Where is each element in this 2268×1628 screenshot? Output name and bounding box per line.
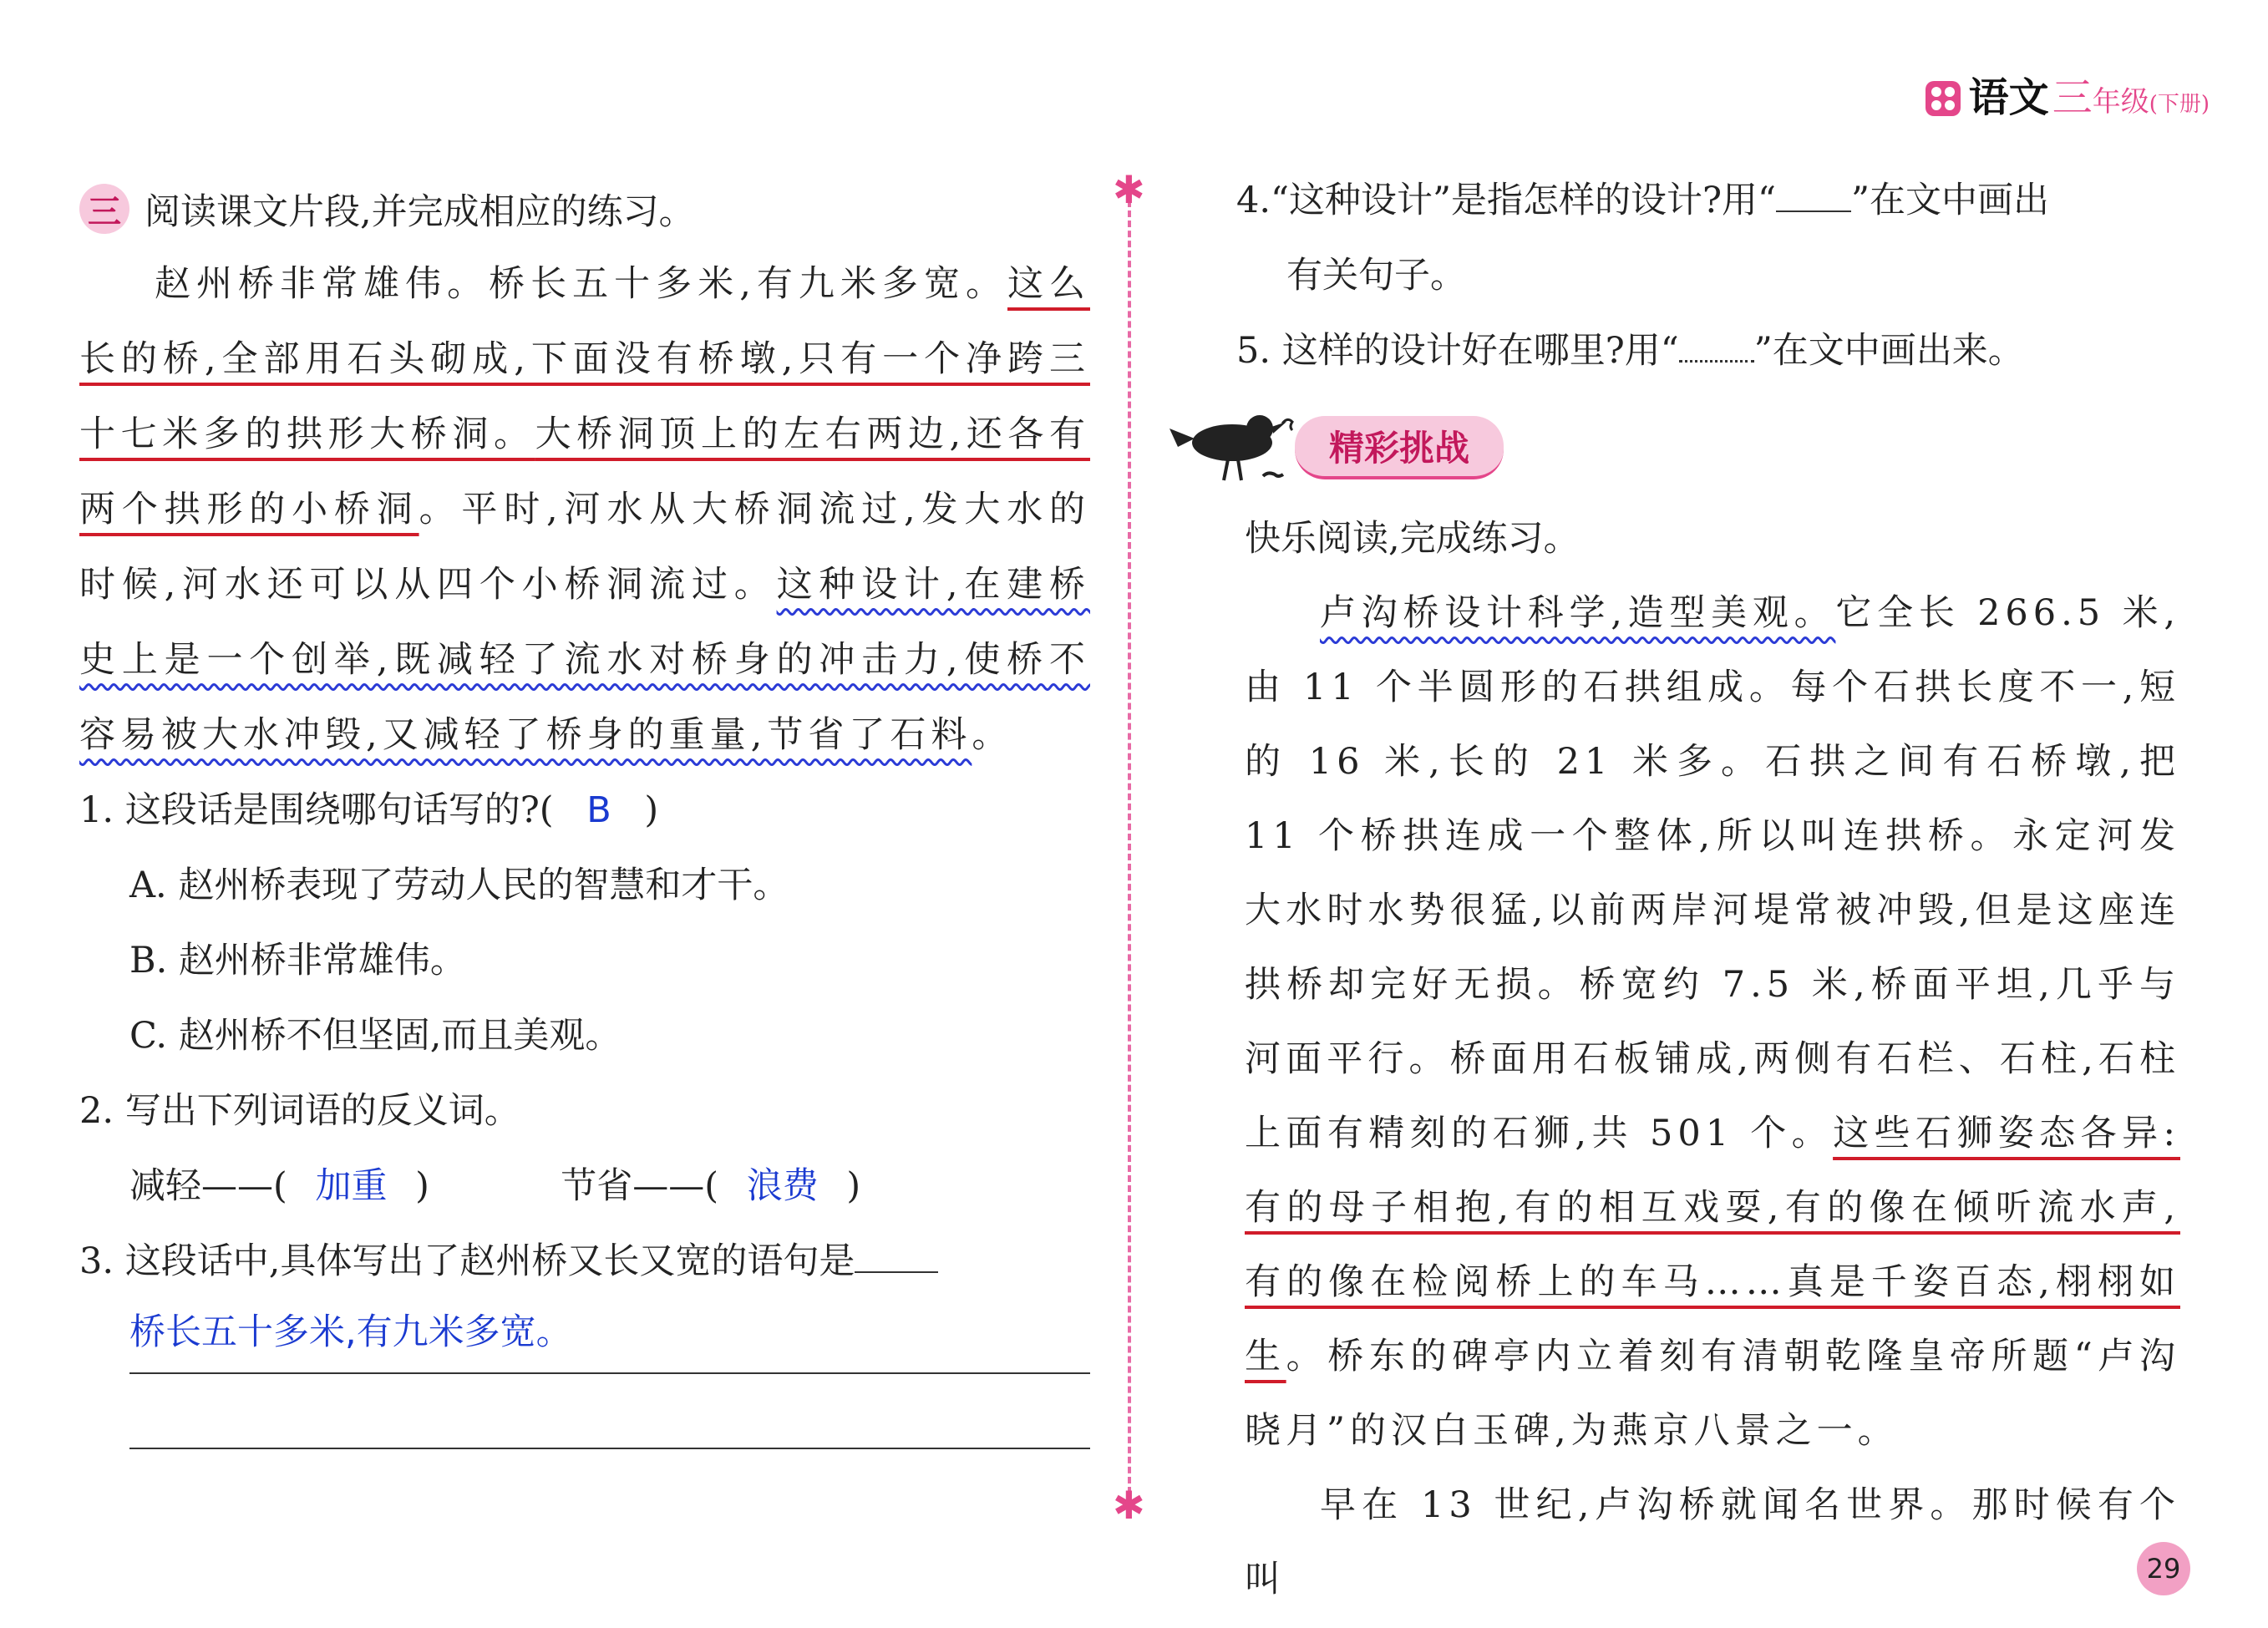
question-3 (79, 1224, 1090, 1299)
column-divider (1128, 200, 1131, 1504)
antonym-row (79, 1149, 1090, 1224)
passage-sentence: 赵州桥非常雄伟。桥长五十多米,有九米多宽。 (155, 263, 1007, 305)
right-column-questions (1236, 163, 2180, 388)
passage-sentence: 。平时,河水从大桥洞流过,发大水的时候,河水还可以从四个小桥洞流过。 (79, 489, 1091, 606)
reading-passage (1245, 501, 2180, 1617)
answer-line (129, 1299, 1090, 1374)
handwritten-answer: 浪费 (746, 1165, 819, 1207)
reading-paragraph-2 (1245, 1468, 2180, 1617)
answer-line (129, 1374, 1090, 1449)
option-c: C. 赵州桥不但坚固,而且美观。 (129, 1015, 622, 1057)
question-1 (79, 773, 1090, 848)
underlined-sentence-red: 这些石狮姿态各异:有的母子相抱,有的相互戏耍,有的像在倾听流水声,有的像在检阅桥上的车马……真是千姿百态,栩栩如生 (1245, 1113, 2180, 1377)
subject-title: 语文 (1968, 74, 2049, 121)
volume-label: (下册) (2149, 92, 2210, 117)
question-text: ”在文中画出来。 (1753, 330, 2024, 372)
book-logo-icon (1926, 81, 1961, 116)
question-text: ”在文中画出 (1851, 180, 2050, 221)
option-b: B. 赵州桥非常雄伟。 (129, 940, 466, 981)
page-header (1926, 65, 2210, 123)
handwritten-answer: 加重 (315, 1165, 388, 1207)
underlined-sentence-red: 大桥洞顶上的左右两边,还各有两个拱形的小桥洞 (79, 413, 1091, 530)
underline-mark-wavy (1679, 335, 1754, 363)
challenge-label: 精彩挑战 (1295, 416, 1504, 479)
underline-mark-straight (1776, 185, 1851, 212)
question-text: 1. 这段话是围绕哪句话写的?( (79, 789, 554, 831)
question-4-cont: 有关句子。 (1286, 255, 1466, 297)
question-2: 2. 写出下列词语的反义词。 (79, 1090, 520, 1132)
reading-instruction: 快乐阅读,完成练习。 (1245, 518, 1580, 560)
question-text: 3. 这段话中,具体写出了赵州桥又长又宽的语句是 (79, 1240, 855, 1282)
asterisk-icon: ✱ (1113, 1483, 1145, 1528)
bracket: ) (644, 789, 659, 831)
handwritten-answer: 桥长五十多米,有九米多宽。 (129, 1311, 572, 1353)
question-4 (1236, 163, 2180, 238)
question-text: 4.“这种设计”是指怎样的设计?用“ (1236, 180, 1777, 221)
handwritten-answer: B (586, 789, 611, 831)
section-title: 阅读课文片段,并完成相应的练习。 (145, 190, 695, 233)
reading-sentence: 早在 13 世纪,卢沟桥就闻名世界。那时候有个叫 (1245, 1484, 2180, 1600)
grade-number: 三 (2052, 74, 2093, 121)
bird-icon (1170, 397, 1295, 489)
section-number-badge: 三 (79, 184, 129, 234)
passage-text (79, 246, 1090, 773)
asterisk-icon: ✱ (1113, 167, 1145, 212)
page-number: 29 (2137, 1542, 2190, 1595)
underlined-sentence-wavy: 这种设计,在建桥史上是一个创举,既减轻了流水对桥身的冲击力,使桥不容易被大水冲毁,又减轻了桥身的重量,节省了石料 (79, 564, 1090, 756)
left-column (79, 180, 1090, 1449)
question-text: 5. 这样的设计好在哪里?用“ (1236, 330, 1679, 372)
bracket: ) (846, 1165, 861, 1207)
option-a: A. 赵州桥表现了劳动人民的智慧和才干。 (129, 865, 789, 906)
bracket: ) (415, 1165, 429, 1207)
underlined-sentence-wavy: 卢沟桥设计科学,造型美观。 (1320, 592, 1836, 634)
grade-text: 年级 (2092, 85, 2149, 119)
question-5 (1236, 313, 2180, 388)
reading-paragraph-1 (1245, 576, 2180, 1468)
passage-sentence: 。 (972, 714, 1013, 756)
underlined-sentence-red: 这么长的桥,全部用石头砌成,下面没有桥墩,只有一个净跨三十七米多的拱形大桥洞。 (79, 263, 1090, 455)
section-heading (79, 180, 1090, 238)
antonym-word: 减轻——( (129, 1165, 287, 1207)
reading-sentence: 。桥东的碑亭内立着刻有清朝乾隆皇帝所题“卢沟晓月”的汉白玉碑,为燕京八景之一。 (1245, 1336, 2181, 1452)
reading-sentence: 它全长 266.5 米,由 11 个半圆形的石拱组成。每个石拱长度不一,短的 16 米,长的 21 米多。石拱之间有石桥墩,把 11 个桥拱连成一个整体,所以叫连拱桥。永定河发大水时水势很猛,以前两岸河堤常被冲毁,但是这座连拱桥却完好无损。桥宽约 7.5 米,桥面平坦,几乎与河面平行。桥面用石板铺成,两侧有石栏、石柱,石柱上面有精刻的石狮,共 501 个。 (1245, 592, 2181, 1154)
antonym-word: 节省——( (561, 1165, 719, 1207)
